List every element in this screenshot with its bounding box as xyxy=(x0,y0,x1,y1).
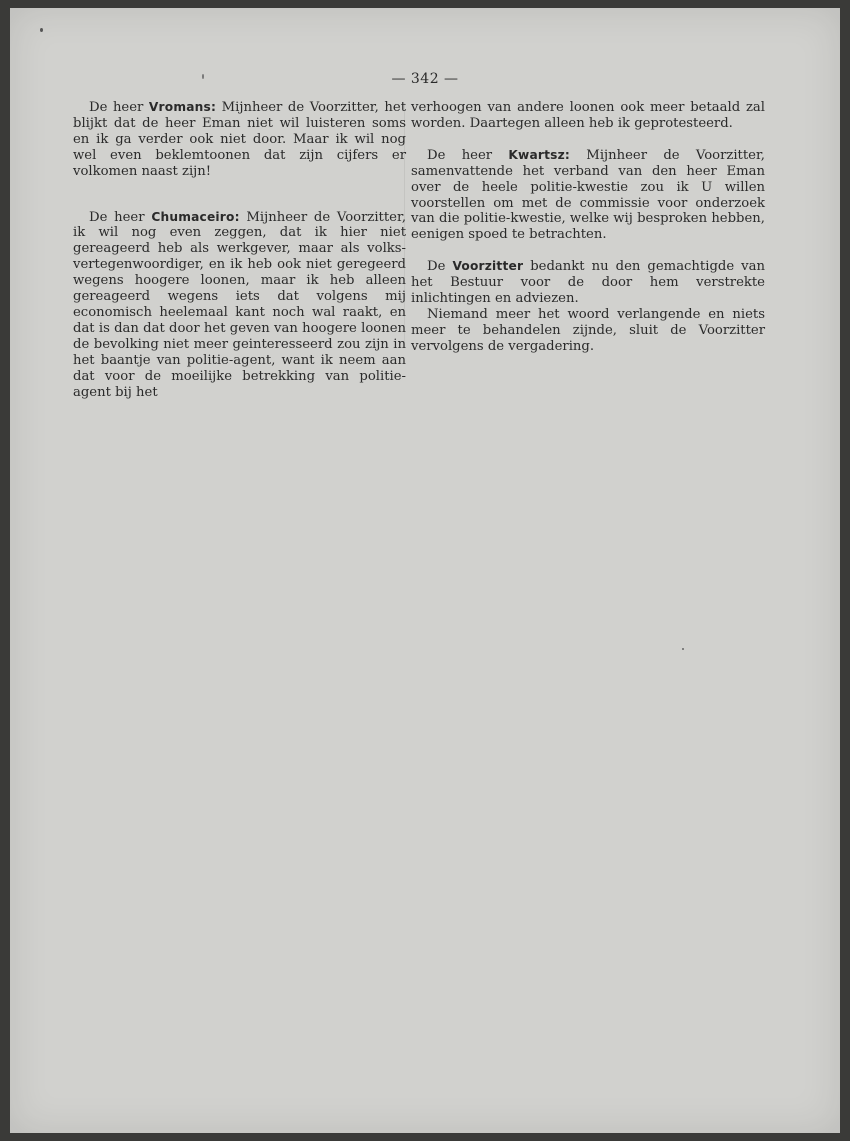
paragraph-text: Mijnheer de Voorzitter, samenvattende het verband van den heer Eman over de heele politie-kwestie zou ik U willen voorstellen om met de commissie voor onderzoek van die politie-kwestie, welke wij besproken hebben, eenigen spoed te betrachten. xyxy=(411,147,765,243)
paragraph-text: Mijnheer de Voorzitter, het blijkt dat de heer Eman niet wil luisteren soms en ik ga verder ook niet door. Maar ik wil nog wel even beklemtoonen dat zijn cijfers er volkomen naast zijn! xyxy=(73,100,406,179)
ink-speck xyxy=(682,648,684,650)
paragraph-closing: Niemand meer het woord verlangende en niets meer te behandelen zijnde, sluit de Voorzitter vervolgens de vergadering. xyxy=(411,306,765,354)
paragraph-gap xyxy=(73,180,406,210)
speaker-name-vromans: Vromans: xyxy=(148,100,217,114)
speaker-name-voorzitter: Voorzitter xyxy=(452,259,524,274)
right-column xyxy=(411,100,765,355)
speaker-name-kwartsz: Kwartsz: xyxy=(508,147,570,162)
speaker-prefix: De heer xyxy=(89,100,149,115)
paragraph-text: bedankt nu den gemachtigde van het Bestuur voor de door hem verstrekte inlichtingen en adviezen. xyxy=(411,259,765,307)
speaker-name-chumaceiro: Chumaceiro: xyxy=(151,209,240,224)
paragraph-gap xyxy=(411,243,765,259)
paragraph-kwartsz xyxy=(411,148,765,243)
paragraph-chumaceiro xyxy=(73,210,406,401)
left-column xyxy=(73,100,406,400)
paragraph-gap xyxy=(411,132,765,148)
document-page xyxy=(10,8,840,1133)
speaker-prefix: De xyxy=(427,259,453,275)
ink-speck xyxy=(40,28,43,32)
paragraph-voorzitter xyxy=(411,259,765,307)
paragraph-vromans xyxy=(73,100,406,180)
paragraph-text: Mijnheer de Voorzitter, ik wil nog even zeggen, dat ik hier niet gereageerd heb als werkgever, maar als volks-vertegenwoordiger, en ik heb ook niet geregeerd wegens hoogere loonen, maar ik heb alleen gereageerd wegens iets dat volgens mij economisch heelemaal kant noch wal raakt, en dat is dan dat door het geven van hoogere loonen de bevolking niet meer geinteresseerd zou zijn in het baantje van politie-agent, want ik neem aan dat voor de moeilijke betrekking van politie-agent bij het xyxy=(73,209,407,400)
speaker-prefix: De heer xyxy=(427,147,509,163)
paragraph-continuation: verhoogen van andere loonen ook meer betaald zal worden. Daartegen alleen heb ik geprotesteerd. xyxy=(411,100,765,131)
speaker-prefix: De heer xyxy=(89,209,152,225)
page-number: — 342 — xyxy=(391,71,459,87)
